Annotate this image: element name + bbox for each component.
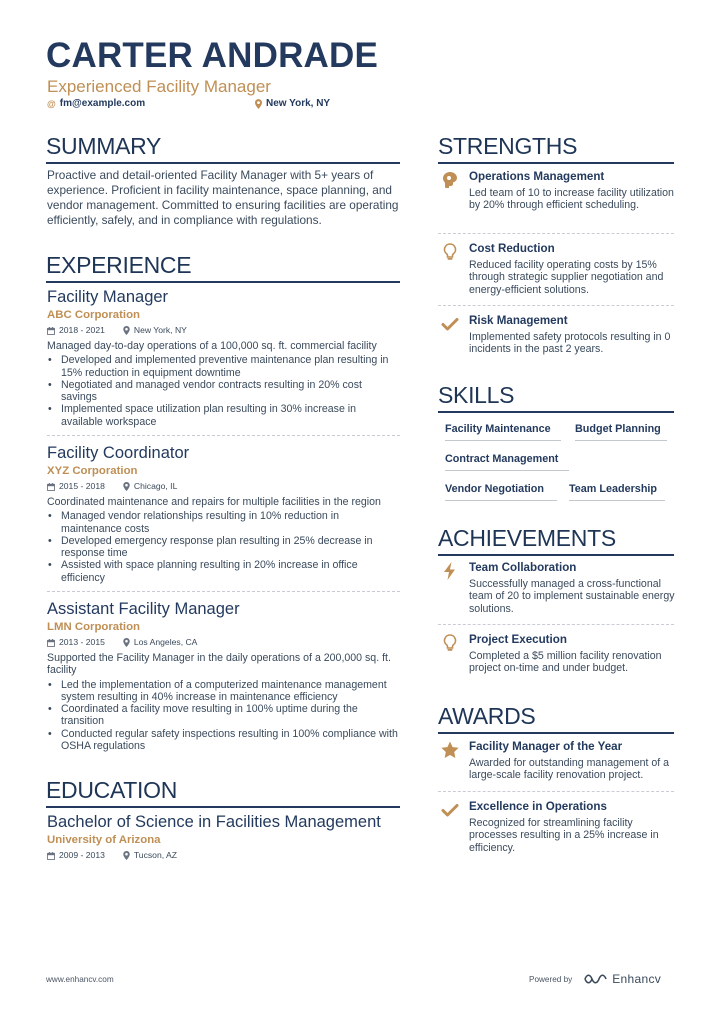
candidate-headline: Experienced Facility Manager [47,77,271,96]
strength-title: Operations Management [469,170,605,183]
job-bullet: • Implemented space utilization plan resulting in 30% increase in available workspace [47,403,400,428]
brain-icon [440,170,460,190]
divider [438,305,674,306]
job-location: New York, NY [133,325,187,335]
powered-by-label: Powered by [529,974,573,984]
contact-location [255,98,330,109]
job-description: Coordinated maintenance and repairs for multiple facilities in the region [47,496,381,508]
calendar-icon [47,639,55,647]
skills-heading: SKILLS [438,382,674,413]
school-name: University of Arizona [47,834,161,846]
strength-text: Reduced facility operating costs by 15% through strategic supplier negotiation and energy-efficient solutions. [469,259,664,296]
skill-tag: Facility Maintenance [445,423,561,441]
brand-logo[interactable] [584,972,661,986]
candidate-name: CARTER ANDRADE [46,36,379,75]
education-entry [47,812,400,861]
job-bullet: • Developed emergency response plan resulting in 25% decrease in response time [47,535,400,560]
job-location: Chicago, IL [133,481,178,491]
strength-title: Cost Reduction [469,242,555,255]
job-description: Supported the Facility Manager in the daily operations of a 200,000 sq. ft. facility [47,652,391,677]
job-company: XYZ Corporation [47,465,138,477]
contact-email[interactable] [47,98,145,109]
job-bullets [47,510,400,584]
checkmark-icon [440,314,460,334]
calendar-icon [47,483,55,491]
job-bullet: • Coordinated a facility move resulting in 100% uptime during the transition [47,703,400,728]
divider [438,624,674,625]
skill-tag: Contract Management [445,453,569,471]
achievement-text: Successfully managed a cross-functional team of 20 to implement sustainable energy solutions. [469,578,675,615]
job-entry [47,599,400,752]
job-description: Managed day-to-day operations of a 100,000 sq. ft. commercial facility [47,340,377,352]
job-entry [47,287,400,428]
summary-text: Proactive and detail-oriented Facility Manager with 5+ years of experience. Proficient in facility maintenance, space planning, and vendor management. Committed to ensuring facilities are operating efficiently, safely, and in compliance with regulations. [47,168,399,227]
calendar-icon [47,852,55,860]
job-bullet: • Assisted with space planning resulting in 20% increase in office efficiency [47,559,400,584]
footer-website-link[interactable]: www.enhancv.com [46,975,114,984]
awards-heading: AWARDS [438,703,674,734]
job-bullets [47,679,400,753]
experience-heading: EXPERIENCE [46,252,400,283]
location-pin-icon [123,638,130,647]
strengths-heading: STRENGTHS [438,133,674,164]
job-company: LMN Corporation [47,621,141,633]
achievement-text: Completed a $5 million facility renovation project on-time and under budget. [469,650,662,675]
education-dates: 2009 - 2013 [59,850,105,860]
email-text: fm@example.com [59,98,146,109]
award-text: Awarded for outstanding management of a large-scale facility renovation project. [469,757,670,782]
achievements-heading: ACHIEVEMENTS [438,525,674,556]
at-icon: @ [47,98,56,109]
job-dates: 2015 - 2018 [59,481,105,491]
job-dates: 2018 - 2021 [59,325,105,335]
education-location: Tucson, AZ [133,850,178,860]
award-title: Facility Manager of the Year [469,740,623,753]
divider [47,591,400,592]
location-pin-icon [123,482,130,491]
job-bullet: • Led the implementation of a computerized maintenance management system resulting in 40% increase in maintenance efficiency [47,679,400,704]
calendar-icon [47,327,55,335]
job-entry [47,443,400,584]
divider [438,233,674,234]
lightbulb-icon [440,633,460,653]
job-bullet: • Developed and implemented preventive maintenance plan resulting in 15% reduction in equipment downtime [47,354,400,379]
job-location: Los Angeles, CA [133,637,198,647]
skill-tag: Team Leadership [569,483,665,501]
strength-text: Implemented safety protocols resulting in 0 incidents in the past 2 years. [469,331,671,356]
star-icon [440,740,460,760]
job-bullets [47,354,400,428]
job-bullet: • Managed vendor relationships resulting in 10% reduction in maintenance costs [47,510,400,535]
skill-tag: Vendor Negotiation [445,483,557,501]
location-pin-icon [123,851,130,860]
job-meta [47,481,400,492]
award-title: Excellence in Operations [469,800,607,813]
education-meta [47,850,400,861]
job-dates: 2013 - 2015 [59,637,105,647]
achievement-title: Project Execution [469,633,567,646]
degree-title: Bachelor of Science in Facilities Management [47,813,381,831]
education-heading: EDUCATION [46,777,400,808]
lightning-icon [440,561,460,581]
job-meta [47,325,400,336]
job-meta [47,637,400,648]
summary-heading: SUMMARY [46,133,400,164]
strength-title: Risk Management [469,314,568,327]
checkmark-icon [440,800,460,820]
award-text: Recognized for streamlining facility processes resulting in a 25% increase in efficiency. [469,817,659,854]
job-title: Facility Coordinator [47,444,190,462]
strength-text: Led team of 10 to increase facility utilization by 20% through efficient scheduling. [469,187,674,212]
location-pin-icon [123,326,130,335]
job-title: Assistant Facility Manager [47,600,240,618]
job-bullet: • Negotiated and managed vendor contracts resulting in 20% cost savings [47,379,400,404]
footer-branding[interactable] [529,972,661,986]
divider [438,791,674,792]
job-company: ABC Corporation [47,309,141,321]
achievement-title: Team Collaboration [469,561,577,574]
job-bullet: • Conducted regular safety inspections resulting in 100% compliance with OSHA regulations [47,728,400,753]
skill-tag: Budget Planning [575,423,667,441]
location-pin-icon [255,99,262,109]
enhancv-logo-icon [584,973,608,985]
lightbulb-icon [440,242,460,262]
brand-name: Enhancv [612,972,662,986]
divider [47,435,400,436]
job-title: Facility Manager [47,288,169,306]
location-text: New York, NY [266,98,331,109]
